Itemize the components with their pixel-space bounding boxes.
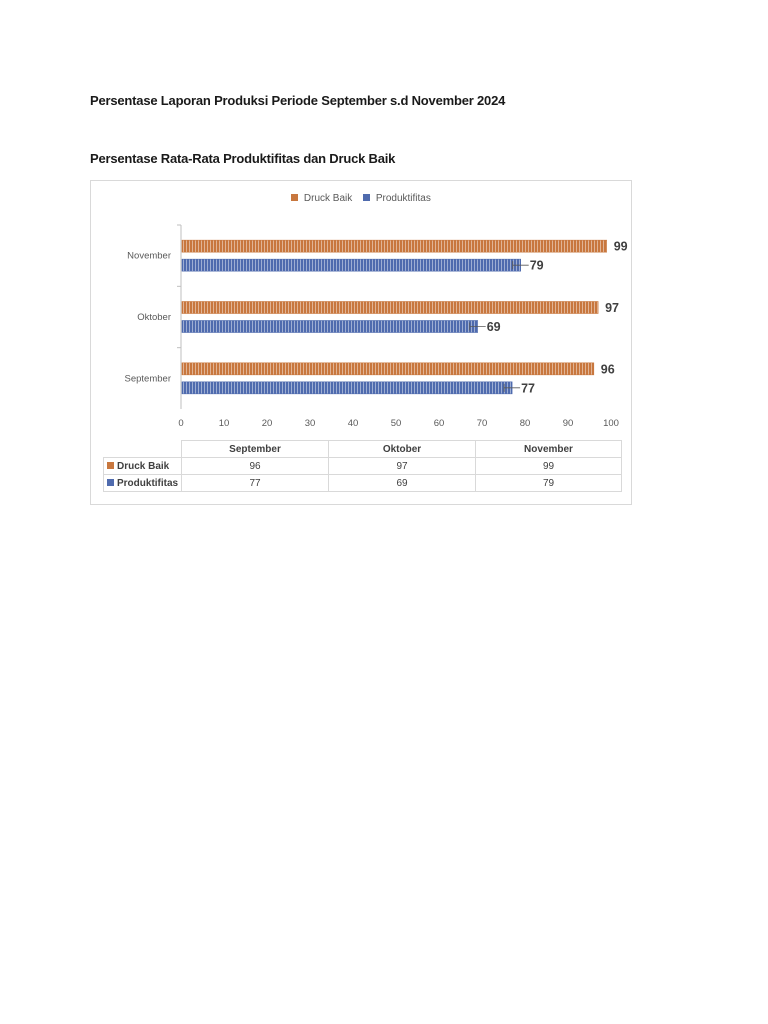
data-table-cell: 97	[329, 458, 476, 475]
bar-druck-baik	[182, 363, 594, 375]
data-label: 77	[521, 381, 536, 396]
data-table-header-row	[104, 441, 622, 458]
data-table-cell: 79	[476, 475, 622, 492]
data-label: 69	[486, 320, 501, 334]
data-label: 99	[613, 239, 628, 254]
chart-container	[90, 180, 632, 505]
bar-chart-plot	[91, 181, 631, 436]
data-table-col-header: Oktober	[329, 441, 476, 458]
x-tick-label: 30	[304, 418, 316, 429]
data-table-row-druck-baik	[104, 458, 622, 475]
data-table-col-header: September	[182, 441, 329, 458]
data-table-cell: 99	[476, 458, 622, 475]
data-label: 79	[529, 258, 544, 273]
category-label: September	[124, 373, 171, 385]
bar-druck-baik	[182, 240, 607, 252]
data-table-cell: 96	[182, 458, 329, 475]
x-tick-label: 20	[261, 418, 273, 429]
data-table-corner	[104, 441, 182, 458]
bar-druck-baik	[182, 302, 598, 314]
data-table-cell: 69	[329, 475, 476, 492]
x-tick-label: 80	[519, 418, 531, 429]
x-tick-label: 50	[390, 418, 402, 429]
data-table-row-label: Druck Baik	[117, 460, 170, 472]
x-tick-label: 90	[562, 418, 574, 429]
legend-label-produktifitas: Produktifitas	[375, 193, 431, 204]
category-label: Oktober	[137, 312, 171, 323]
category-label: November	[127, 250, 171, 262]
data-label: 96	[600, 362, 615, 377]
bar-produktifitas	[182, 321, 478, 333]
bar-produktifitas	[182, 259, 521, 271]
x-tick-label: 40	[347, 418, 359, 429]
document-title: Persentase Laporan Produksi Periode September s.d November 2024	[90, 93, 506, 108]
data-table-row-label: Produktifitas	[117, 477, 179, 489]
table-swatch-druck-baik	[107, 462, 114, 469]
data-table-col-header: November	[476, 441, 622, 458]
legend-label-druck-baik: Druck Baik	[303, 193, 353, 204]
x-tick-label: 10	[218, 418, 230, 429]
x-tick-label: 100	[603, 418, 619, 429]
data-table-row-header	[104, 458, 182, 475]
data-table-cell: 77	[182, 475, 329, 492]
bar-produktifitas	[182, 382, 512, 394]
data-label: 97	[605, 301, 620, 315]
chart-data-table	[103, 440, 622, 492]
x-tick-label: 70	[476, 418, 488, 429]
x-tick-label: 60	[433, 418, 445, 429]
table-swatch-produktifitas	[107, 479, 114, 486]
x-tick-label: 0	[178, 418, 184, 429]
data-table-row-produktifitas	[104, 475, 622, 492]
chart-heading: Persentase Rata-Rata Produktifitas dan Druck Baik	[90, 151, 396, 166]
data-table-row-header	[104, 475, 182, 492]
